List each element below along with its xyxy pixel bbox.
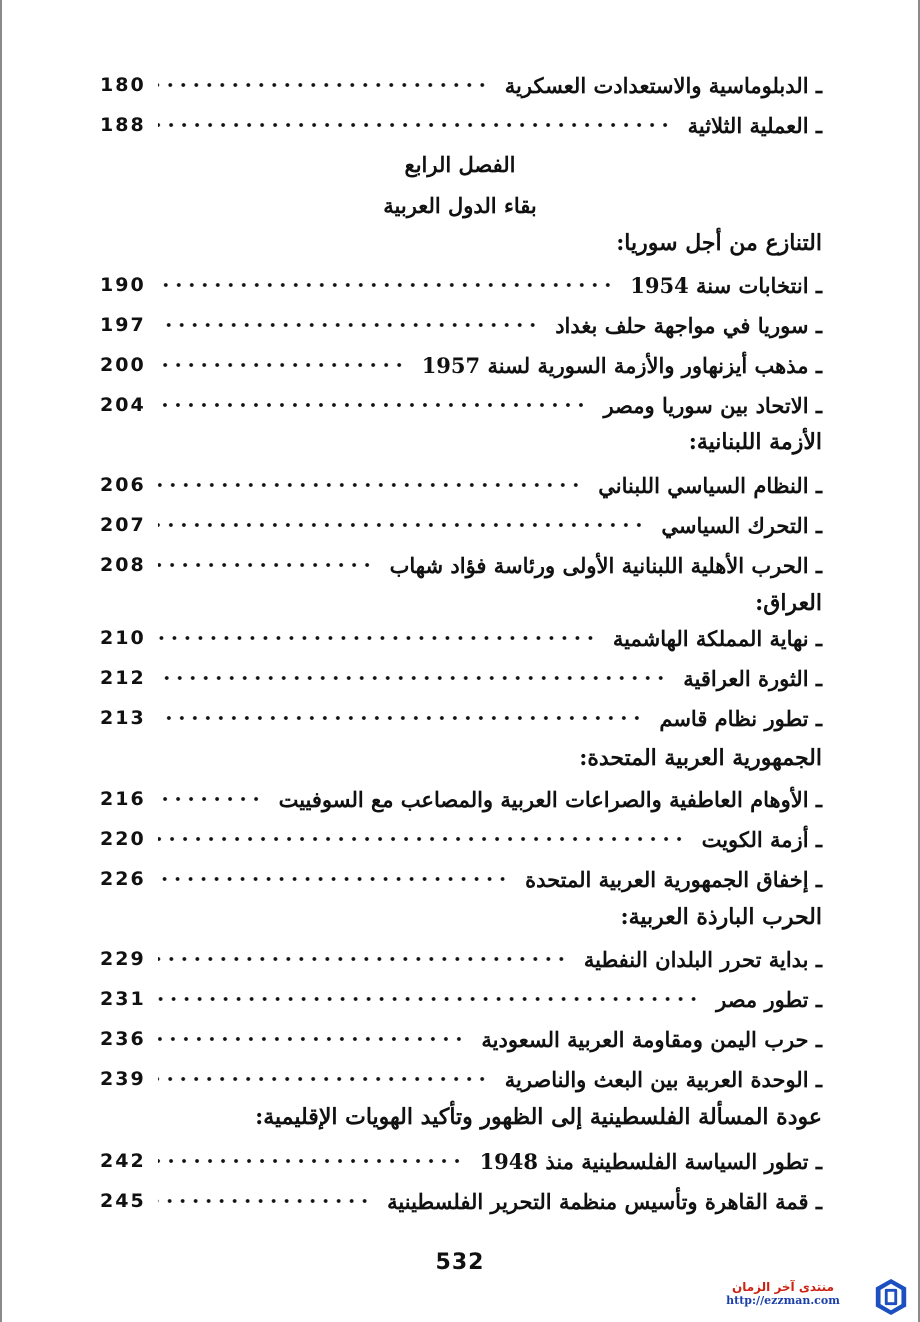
- dot-leader: [158, 623, 597, 653]
- dot-leader: [158, 864, 509, 894]
- toc-entry-page: 190: [100, 274, 146, 296]
- toc-entry-page: 204: [100, 394, 146, 416]
- toc-entry-page: 200: [100, 354, 146, 376]
- toc-entry: [100, 782, 822, 816]
- toc-entry-title: ـ الأوهام العاطفية والصراعات العربية والمصاعب مع السوفييت: [278, 786, 822, 812]
- toc-entry-page: 210: [100, 627, 146, 649]
- toc-entry-page: 236: [100, 1028, 146, 1050]
- dot-leader: [158, 390, 587, 420]
- dot-leader: [158, 703, 643, 733]
- toc-entry-page: 197: [100, 314, 146, 336]
- dot-leader: [158, 550, 374, 580]
- toc-entry-title: ـ الاتحاد بين سوريا ومصر: [603, 392, 822, 418]
- toc-entry: [100, 621, 822, 655]
- toc-entry: [100, 982, 822, 1016]
- toc-entry: [100, 822, 822, 856]
- chapter-number: الفصل الرابع: [404, 152, 516, 177]
- dot-leader: [158, 824, 686, 854]
- dot-leader: [158, 663, 667, 693]
- section-heading: التنازع من أجل سوريا:: [616, 230, 822, 256]
- toc-entry-page: 206: [100, 474, 146, 496]
- toc-entry-page: 213: [100, 707, 146, 729]
- toc-entry-title: ـ مذهب أيزنهاور والأزمة السورية لسنة 1957: [421, 352, 822, 378]
- dot-leader: [158, 1146, 464, 1176]
- toc-entry-title: ـ الدبلوماسية والاستعدادت العسكرية: [504, 72, 822, 98]
- dot-leader: [158, 1064, 489, 1094]
- toc-entry-title: ـ تطور نظام قاسم: [659, 705, 822, 731]
- toc-entry-title: ـ تطور السياسة الفلسطينية منذ 1948: [479, 1148, 822, 1174]
- toc-entry-page: 212: [100, 667, 146, 689]
- toc-entry: [100, 268, 822, 302]
- toc-entry-page: 239: [100, 1068, 146, 1090]
- toc-entry: [100, 942, 822, 976]
- toc-entry-page: 231: [100, 988, 146, 1010]
- section-heading: الأزمة اللبنانية:: [688, 429, 822, 455]
- toc-entry-title: ـ بداية تحرر البلدان النفطية: [583, 946, 822, 972]
- toc-entry-page: 245: [100, 1190, 146, 1212]
- toc-entry: [100, 701, 822, 735]
- chapter-title: بقاء الدول العربية: [383, 193, 537, 218]
- toc-entry-page: 229: [100, 948, 146, 970]
- dot-leader: [158, 270, 614, 300]
- toc-entry: [100, 108, 822, 142]
- section-heading: عودة المسألة الفلسطينية إلى الظهور وتأكيد الهويات الإقليمية:: [255, 1104, 822, 1130]
- toc-entry-page: 220: [100, 828, 146, 850]
- toc-entry-title: ـ انتخابات سنة 1954: [630, 272, 822, 298]
- toc-entry-page: 208: [100, 554, 146, 576]
- toc-entry: [100, 661, 822, 695]
- toc-entry: [100, 1022, 822, 1056]
- toc-entry-title: ـ التحرك السياسي: [661, 512, 822, 538]
- section-heading: الحرب البارذة العربية:: [620, 904, 822, 930]
- toc-entry-title: ـ العملية الثلاثية: [687, 112, 822, 138]
- watermark-url: http://ezzman.com: [726, 1294, 840, 1307]
- dot-leader: [158, 510, 645, 540]
- toc-entry-title: ـ الوحدة العربية بين البعث والناصرية: [504, 1066, 822, 1092]
- toc-entry: [100, 548, 822, 582]
- toc-entry: [100, 348, 822, 382]
- toc-entry: [100, 308, 822, 342]
- toc-entry-page: 216: [100, 788, 146, 810]
- toc-entry-title: ـ الحرب الأهلية اللبنانية الأولى ورئاسة فؤاد شهاب: [389, 552, 822, 578]
- toc-entry-page: 188: [100, 114, 146, 136]
- dot-leader: [158, 350, 406, 380]
- toc-entry-title: ـ نهاية المملكة الهاشمية: [612, 625, 822, 651]
- dot-leader: [158, 70, 489, 100]
- toc-entry-title: ـ تطور مصر: [716, 986, 822, 1012]
- toc-entry: [100, 862, 822, 896]
- toc-entry-page: 242: [100, 1150, 146, 1172]
- dot-leader: [158, 984, 700, 1014]
- toc-entry: [100, 388, 822, 422]
- toc-entry-title: ـ حرب اليمن ومقاومة العربية السعودية: [481, 1026, 822, 1052]
- dot-leader: [158, 310, 539, 340]
- toc-entry-title: ـ الثورة العراقية: [683, 665, 822, 691]
- toc-entry: [100, 468, 822, 502]
- page-number: 532: [435, 1250, 485, 1275]
- watermark: [704, 1276, 914, 1320]
- toc-entry-page: 180: [100, 74, 146, 96]
- section-heading: العراق:: [755, 590, 822, 616]
- toc-entry-title: ـ النظام السياسي اللبناني: [598, 472, 822, 498]
- dot-leader: [158, 1186, 371, 1216]
- toc-entry-page: 226: [100, 868, 146, 890]
- toc-entry-page: 207: [100, 514, 146, 536]
- toc-entry: [100, 68, 822, 102]
- watermark-name: منتدى آخر الزمان: [732, 1280, 834, 1294]
- dot-leader: [158, 784, 263, 814]
- toc-entry-title: ـ قمة القاهرة وتأسيس منظمة التحرير الفلسطينية: [387, 1188, 822, 1214]
- dot-leader: [158, 1024, 465, 1054]
- toc-entry: [100, 508, 822, 542]
- forum-logo-icon: [872, 1278, 910, 1316]
- toc-entry-title: ـ أزمة الكويت: [701, 826, 822, 852]
- dot-leader: [158, 110, 672, 140]
- toc-entry: [100, 1144, 822, 1178]
- toc-entry: [100, 1184, 822, 1218]
- section-heading: الجمهورية العربية المتحدة:: [579, 745, 822, 771]
- dot-leader: [158, 944, 568, 974]
- toc-entry-title: ـ سوريا في مواجهة حلف بغداد: [555, 312, 822, 338]
- toc-entry-title: ـ إخفاق الجمهورية العربية المتحدة: [525, 866, 822, 892]
- toc-entry: [100, 1062, 822, 1096]
- dot-leader: [158, 470, 582, 500]
